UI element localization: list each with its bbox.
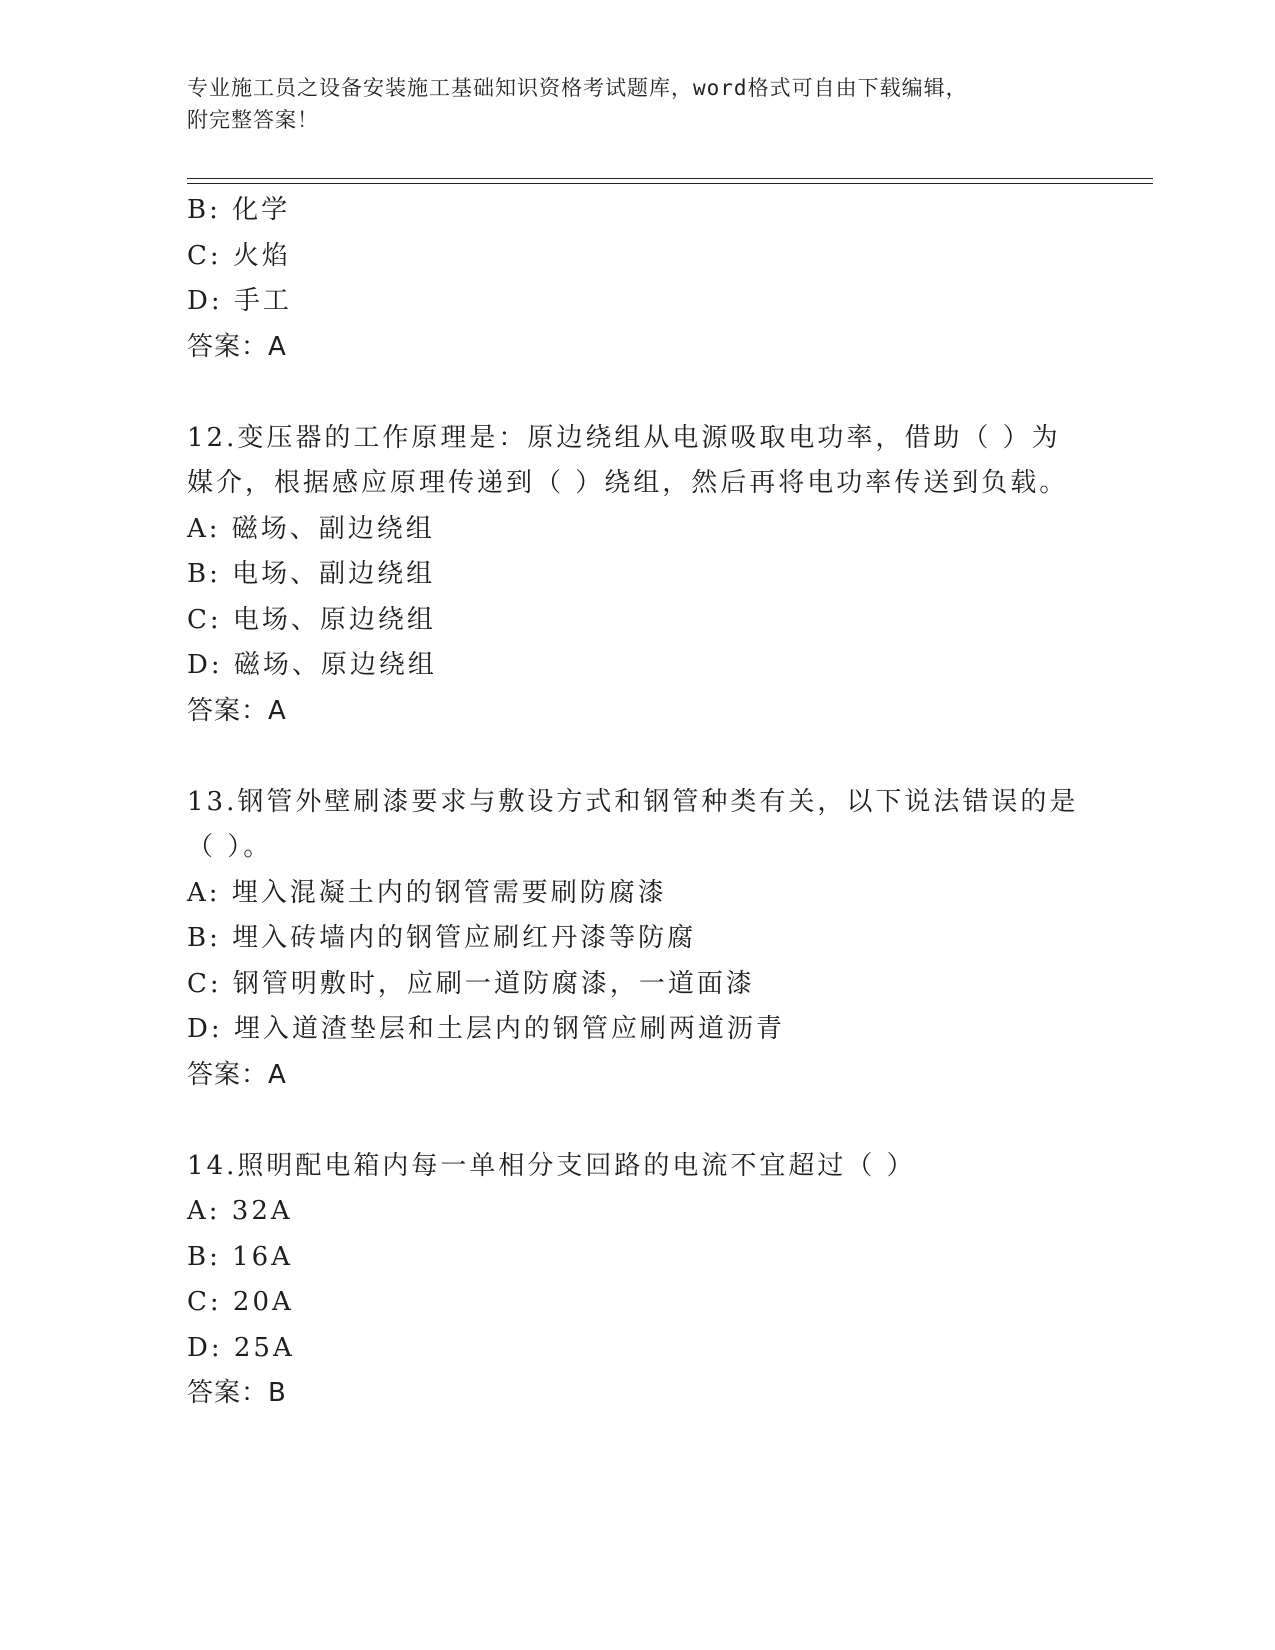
question-12-block <box>187 416 1147 735</box>
q11-option-c: C: 火焰 <box>187 240 291 271</box>
q12-option-c: C: 电场、原边绕组 <box>187 604 436 635</box>
q12-option-d: D: 磁场、原边绕组 <box>187 650 437 680</box>
q13-option-d: D: 埋入道渣垫层和土层内的钢管应刷两道沥青 <box>187 1014 785 1044</box>
q14-option-b: B: 16A <box>187 1241 293 1272</box>
q12-option-b: B: 电场、副边绕组 <box>187 559 436 589</box>
q11-option-b: B: 化学 <box>187 195 291 225</box>
header-line-1: 专业施工员之设备安装施工基础知识资格考试题库，word格式可自由下载编辑， <box>187 76 968 100</box>
q13-option-c: C: 钢管明敷时，应刷一道防腐漆，一道面漆 <box>187 968 755 999</box>
q13-stem-line-1: 13.钢管外壁刷漆要求与敷设方式和钢管种类有关，以下说法错误的是 <box>187 786 1079 817</box>
spacer <box>187 734 1147 780</box>
question-11-block <box>187 188 1147 370</box>
question-list <box>187 188 1147 1417</box>
q13-answer: 答案：A <box>187 1059 287 1090</box>
q14-option-d: D: 25A <box>187 1332 295 1363</box>
q14-answer: 答案：B <box>187 1378 287 1408</box>
q14-option-a: A: 32A <box>187 1196 293 1226</box>
question-13-block <box>187 780 1147 1099</box>
header-line-2: 附完整答案！ <box>187 108 319 132</box>
header-divider-top <box>187 178 1153 179</box>
question-14-block <box>187 1144 1147 1417</box>
q14-stem-line-1: 14.照明配电箱内每一单相分支回路的电流不宜超过（ ） <box>187 1150 916 1181</box>
spacer <box>187 1098 1147 1144</box>
q13-option-a: A: 埋入混凝土内的钢管需要刷防腐漆 <box>187 877 667 908</box>
q13-option-b: B: 埋入砖墙内的钢管应刷红丹漆等防腐 <box>187 923 697 953</box>
document-header <box>187 72 1087 136</box>
q12-stem-line-1: 12.变压器的工作原理是：原边绕组从电源吸取电功率，借助（ ）为 <box>187 422 1061 453</box>
q12-stem-line-2: 媒介，根据感应原理传递到（ ）绕组，然后再将电功率传送到负载。 <box>187 468 1069 498</box>
spacer <box>187 370 1147 416</box>
q14-option-c: C: 20A <box>187 1287 294 1317</box>
q12-option-a: A: 磁场、副边绕组 <box>187 513 435 544</box>
q12-answer: 答案：A <box>187 695 287 726</box>
header-divider-bottom <box>187 183 1153 184</box>
q11-answer: 答案：A <box>187 331 287 362</box>
q11-option-d: D: 手工 <box>187 286 292 316</box>
q13-stem-line-2: （ ）。 <box>187 832 273 862</box>
